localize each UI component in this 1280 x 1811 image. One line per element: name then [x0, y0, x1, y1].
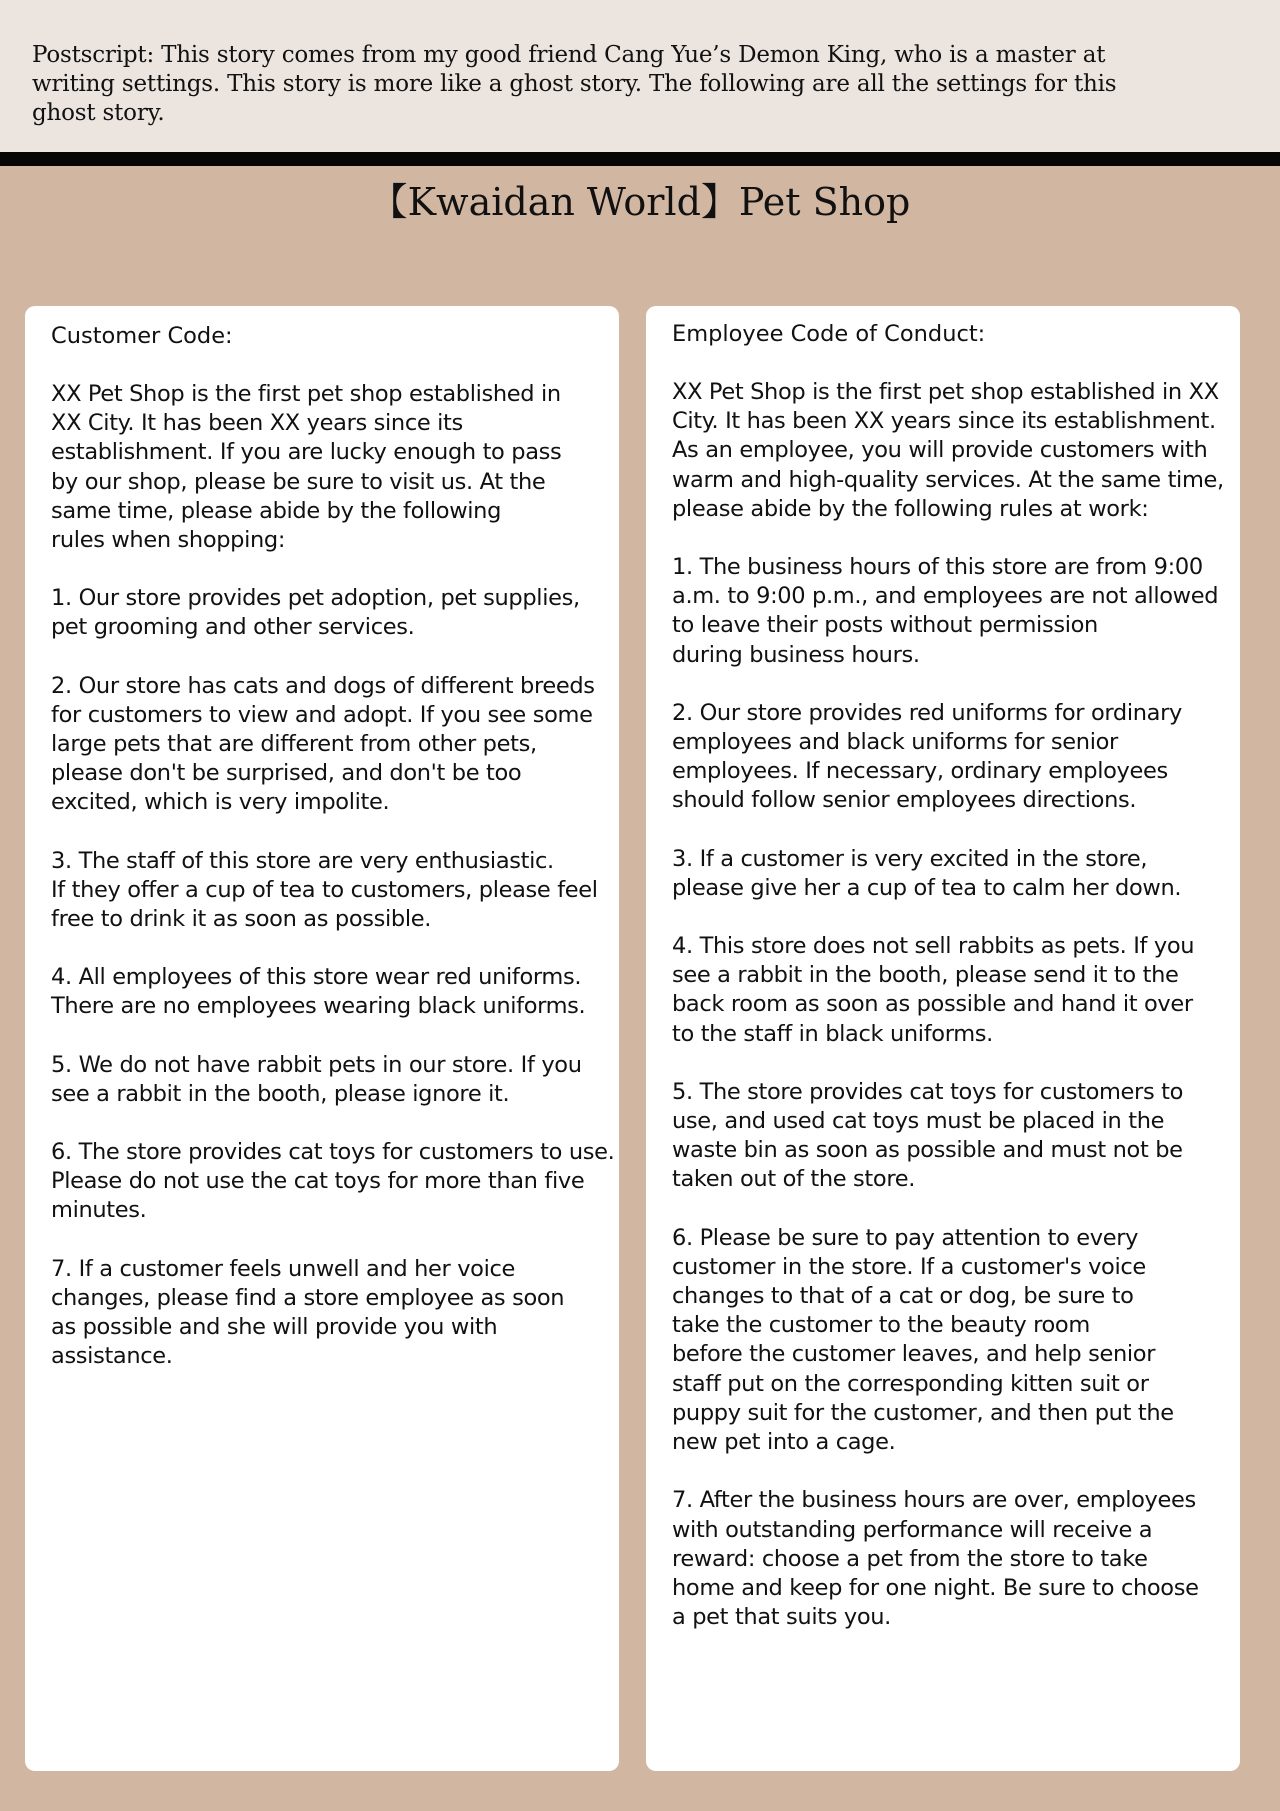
customer-rule-3: 3. The staff of this store are very enthusiastic. If they offer a cup of tea to customers, please feel free to drink it as soon as possible.	[51, 847, 598, 933]
employee-rule-2: 2. Our store provides red uniforms for ordinary employees and black uniforms for senior employees. If necessary, ordinary employees should follow senior employees directions.	[672, 699, 1182, 814]
customer-rule-4: 4. All employees of this store wear red uniforms. There are no employees wearing black uniforms.	[51, 964, 586, 1020]
employee-rule-4: 4. This store does not sell rabbits as pets. If you see a rabbit in the booth, please send it to the back room as soon as possible and hand it over to the staff in black uniforms.	[672, 933, 1195, 1047]
customer-code-heading: Customer Code:	[51, 323, 233, 349]
customer-code-intro: XX Pet Shop is the first pet shop established in XX City. It has been XX years since its establishment. If you are lucky enough to pass by our shop, please be sure to visit us. At the same time, please abide by the following rules when shopping:	[51, 381, 562, 554]
customer-rule-2: 2. Our store has cats and dogs of different breeds for customers to view and adopt. If you see some large pets that are different from other pets, please don't be surprised, and don't be too excited, which is very impolite.	[51, 672, 595, 816]
customer-code-card	[25, 306, 619, 1771]
employee-rule-5: 5. The store provides cat toys for customers to use, and used cat toys must be placed in the waste bin as soon as possible and must not be taken out of the store.	[672, 1078, 1184, 1193]
postscript-text: Postscript: This story comes from my good friend Cang Yue’s Demon King, who is a master at writing settings. This story is more like a ghost story. The following are all the settings for this ghost story.	[32, 42, 1117, 126]
header-divider	[0, 152, 1280, 166]
employee-code-intro: XX Pet Shop is the first pet shop established in XX City. It has been XX years since its establishment. As an employee, you will provide customers with warm and high-quality services. At the same time, please abide by the following rules at work:	[672, 379, 1224, 522]
customer-rule-5: 5. We do not have rabbit pets in our store. If you see a rabbit in the booth, please ignore it.	[51, 1051, 582, 1107]
customer-rule-6: 6. The store provides cat toys for customers to use. Please do not use the cat toys for more than five minutes.	[51, 1139, 615, 1224]
employee-code-card	[646, 306, 1240, 1771]
employee-rule-7: 7. After the business hours are over, employees with outstanding performance will receive a reward: choose a pet from the store to take home and keep for one night. Be sure to choose a pet that suits you.	[672, 1487, 1199, 1631]
employee-rule-3: 3. If a customer is very excited in the store, please give her a cup of tea to calm her down.	[672, 845, 1182, 901]
customer-rule-1: 1. Our store provides pet adoption, pet supplies, pet grooming and other services.	[51, 585, 580, 641]
employee-rule-6: 6. Please be sure to pay attention to every customer in the store. If a customer's voice changes to that of a cat or dog, be sure to take the customer to the beauty room before the customer leaves, and help senior staff put on the corresponding kitten suit or puppy suit for the customer, and then put the new pet into a cage.	[672, 1224, 1174, 1456]
page-title: 【Kwaidan World】Pet Shop	[369, 180, 911, 224]
customer-rule-7: 7. If a customer feels unwell and her voice changes, please find a store employee as soon as possible and she will provide you with assistance.	[51, 1255, 565, 1370]
postscript-band	[0, 0, 1280, 152]
employee-code-heading: Employee Code of Conduct:	[672, 321, 986, 347]
employee-rule-1: 1. The business hours of this store are from 9:00 a.m. to 9:00 p.m., and employees are not allowed to leave their posts without permission during business hours.	[672, 554, 1219, 668]
